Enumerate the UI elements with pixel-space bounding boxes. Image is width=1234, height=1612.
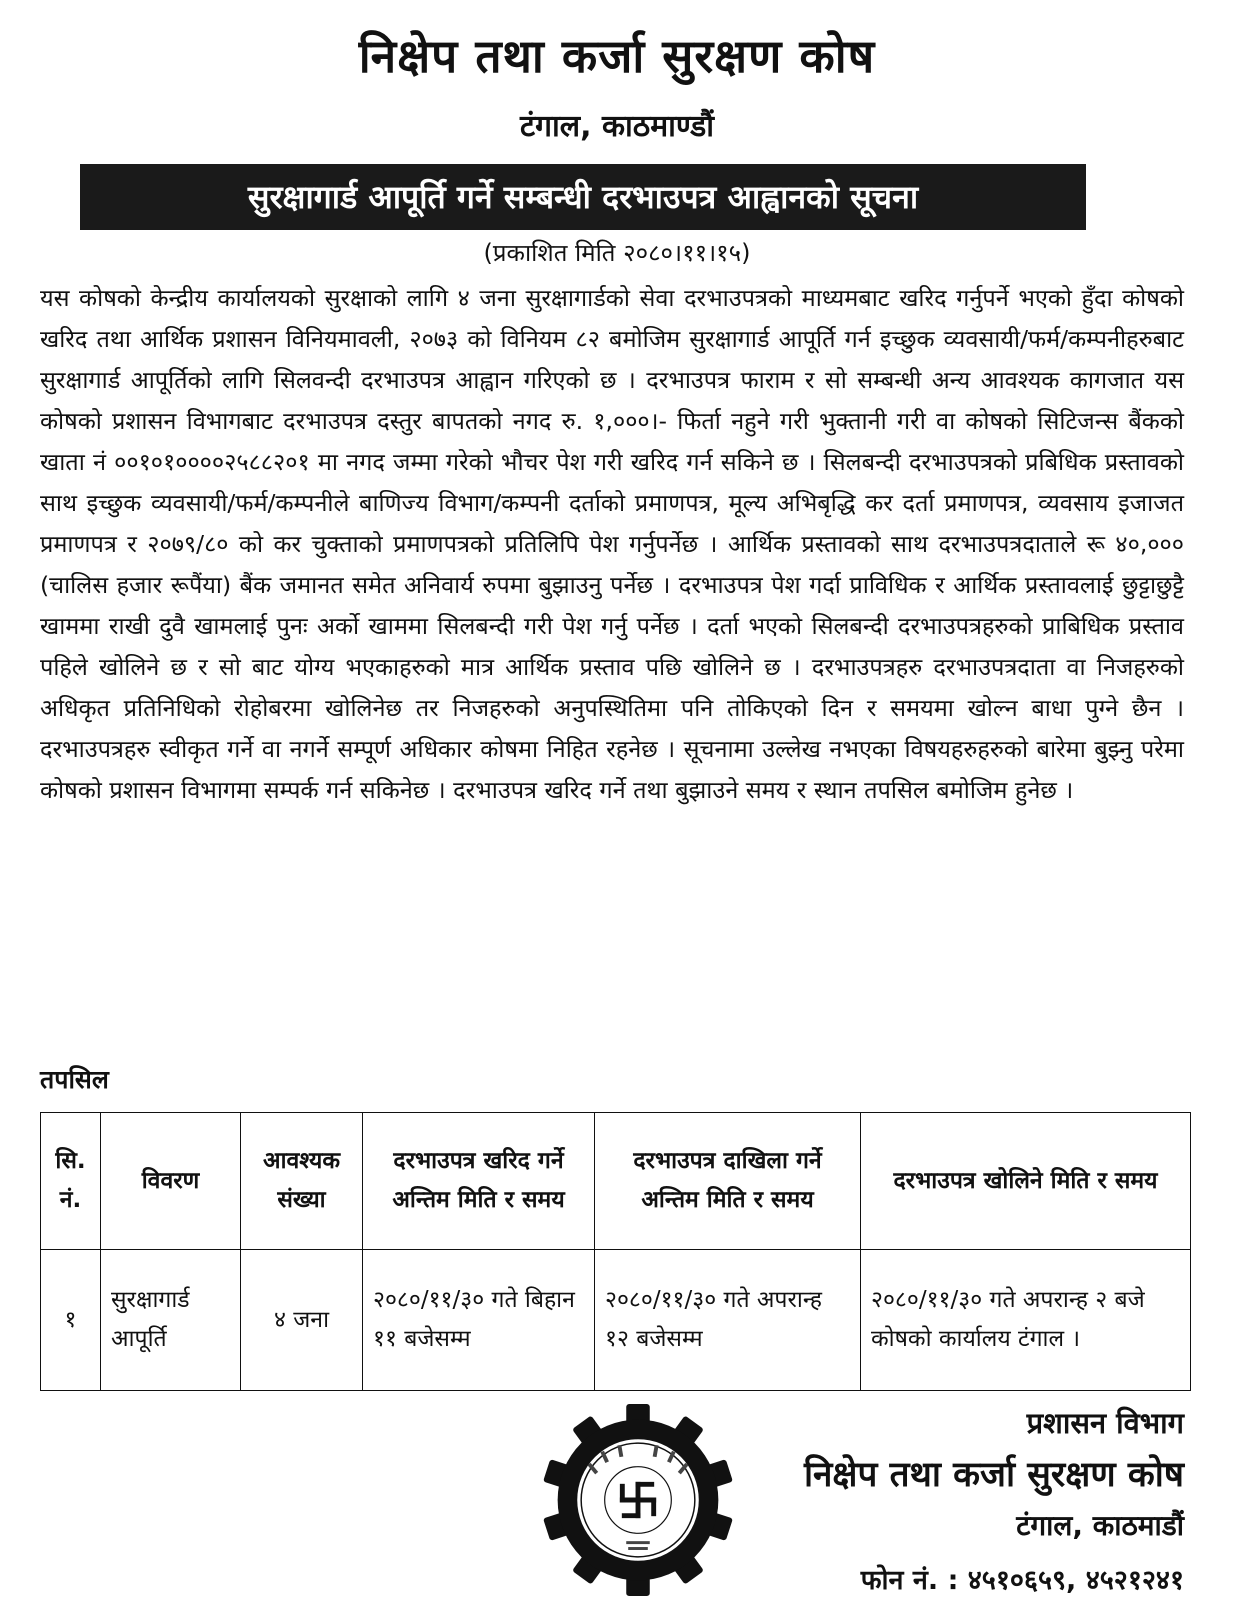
table-header-row: [41, 1113, 1191, 1250]
column-header-sn: सि. नं.: [41, 1113, 101, 1250]
tapasil-table: [40, 1112, 1191, 1391]
column-header-quantity: आवश्यक संख्या: [241, 1113, 363, 1250]
column-header-submission-deadline: दरभाउपत्र दाखिला गर्ने अन्तिम मिति र समय: [595, 1113, 861, 1250]
footer-org-name: निक्षेप तथा कर्जा सुरक्षण कोष: [803, 1455, 1184, 1495]
cell-opening: २०८०/११/३० गते अपरान्ह २ बजे कोषको कार्यालय टंगाल ।: [861, 1250, 1191, 1391]
notice-title-banner: सुरक्षागार्ड आपूर्ति गर्ने सम्बन्धी दरभाउपत्र आह्वानको सूचना: [80, 164, 1086, 230]
cell-purchase-deadline: २०८०/११/३० गते बिहान ११ बजेसम्म: [363, 1250, 595, 1391]
organization-seal-icon: [540, 1402, 736, 1598]
notice-body: [40, 278, 1184, 811]
notice-paragraph: यस कोषको केन्द्रीय कार्यालयको सुरक्षाको लागि ४ जना सुरक्षागार्डको सेवा दरभाउपत्रको माध्यमबाट खरिद गर्नुपर्ने भएको हुँदा कोषको खरिद तथा आर्थिक प्रशासन विनियमावली, २०७३ को विनियम ८२ बमोजिम सुरक्षागार्ड आपूर्ति गर्न इच्छुक व्यवसायी/फर्म/कम्पनीहरुबाट सुरक्षागार्ड आपूर्तिको लागि सिलवन्दी दरभाउपत्र आह्वान गरिएको छ । दरभाउपत्र फाराम र सो सम्बन्धी अन्य आवश्यक कागजात यस कोषको प्रशासन विभागबाट दरभाउपत्र दस्तुर बापतको नगद रु. १,०००।- फिर्ता नहुने गरी भुक्तानी गरी वा कोषको सिटिजन्स बैंकको खाता नं ००१०१००००२५८८२०१ मा नगद जम्मा गरेको भौचर पेश गरी खरिद गर्न सकिने छ । सिलबन्दी दरभाउपत्रको प्रबिधिक प्रस्तावको साथ इच्छुक व्यवसायी/फर्म/कम्पनीले बाणिज्य विभाग/कम्पनी दर्ताको प्रमाणपत्र, मूल्य अभिबृद्धि कर दर्ता प्रमाणपत्र, व्यवसाय इजाजत प्रमाणपत्र र २०७९/८० को कर चुक्ताको प्रमाणपत्रको प्रतिलिपि पेश गर्नुपर्नेछ । आर्थिक प्रस्तावको साथ दरभाउपत्रदाताले रू ४०,००० (चालिस हजार रूपैंया) बैंक जमानत समेत अनिवार्य रुपमा बुझाउनु पर्नेछ । दरभाउपत्र पेश गर्दा प्राविधिक र आर्थिक प्रस्तावलाई छुट्टाछुट्टै खाममा राखी दुवै खामलाई पुनः अर्को खाममा सिलबन्दी गरी पेश गर्नु पर्नेछ । दर्ता भएको सिलबन्दी दरभाउपत्रहरुको प्राबिधिक प्रस्ताव पहिले खोलिने छ र सो बाट योग्य भएकाहरुको मात्र आर्थिक प्रस्ताव पछि खोलिने छ । दरभाउपत्रहरु दरभाउपत्रदाता वा निजहरुको अधिकृत प्रतिनिधिको रोहोबरमा खोलिनेछ तर निजहरुको अनुपस्थितिमा पनि तोकिएको दिन र समयमा खोल्न बाधा पुग्ने छैन । दरभाउपत्रहरु स्वीकृत गर्ने वा नगर्ने सम्पूर्ण अधिकार कोषमा निहित रहनेछ । सूचनामा उल्लेख नभएका विषयहरुहरुको बारेमा बुझ्नु परेमा कोषको प्रशासन विभागमा सम्पर्क गर्न सकिनेछ । दरभाउपत्र खरिद गर्ने तथा बुझाउने समय र स्थान तपसिल बमोजिम हुनेछ ।: [40, 284, 1184, 804]
footer-phone: फोन नं. : ४५१०६५९, ४५२१२४१: [860, 1565, 1184, 1596]
publish-date: (प्रकाशित मिति २०८०।११।१५): [483, 239, 751, 267]
cell-sn: १: [41, 1250, 101, 1391]
column-header-description: विवरण: [101, 1113, 241, 1250]
cell-submission-deadline: २०८०/११/३० गते अपरान्ह १२ बजेसम्म: [595, 1250, 861, 1391]
column-header-opening: दरभाउपत्र खोलिने मिति र समय: [861, 1113, 1191, 1250]
tapasil-table-wrap: [40, 1112, 1190, 1391]
cell-quantity: ४ जना: [241, 1250, 363, 1391]
table-row: [41, 1250, 1191, 1391]
footer-address: टंगाल, काठमाडौं: [1016, 1509, 1184, 1542]
org-title: निक्षेप तथा कर्जा सुरक्षण कोष: [358, 29, 876, 83]
cell-description: सुरक्षागार्ड आपूर्ति: [101, 1250, 241, 1391]
tapasil-heading: तपसिल: [40, 1065, 109, 1094]
org-address: टंगाल, काठमाण्डौं: [520, 109, 714, 144]
footer-department: प्रशासन विभाग: [1026, 1406, 1184, 1440]
column-header-purchase-deadline: दरभाउपत्र खरिद गर्ने अन्तिम मिति र समय: [363, 1113, 595, 1250]
